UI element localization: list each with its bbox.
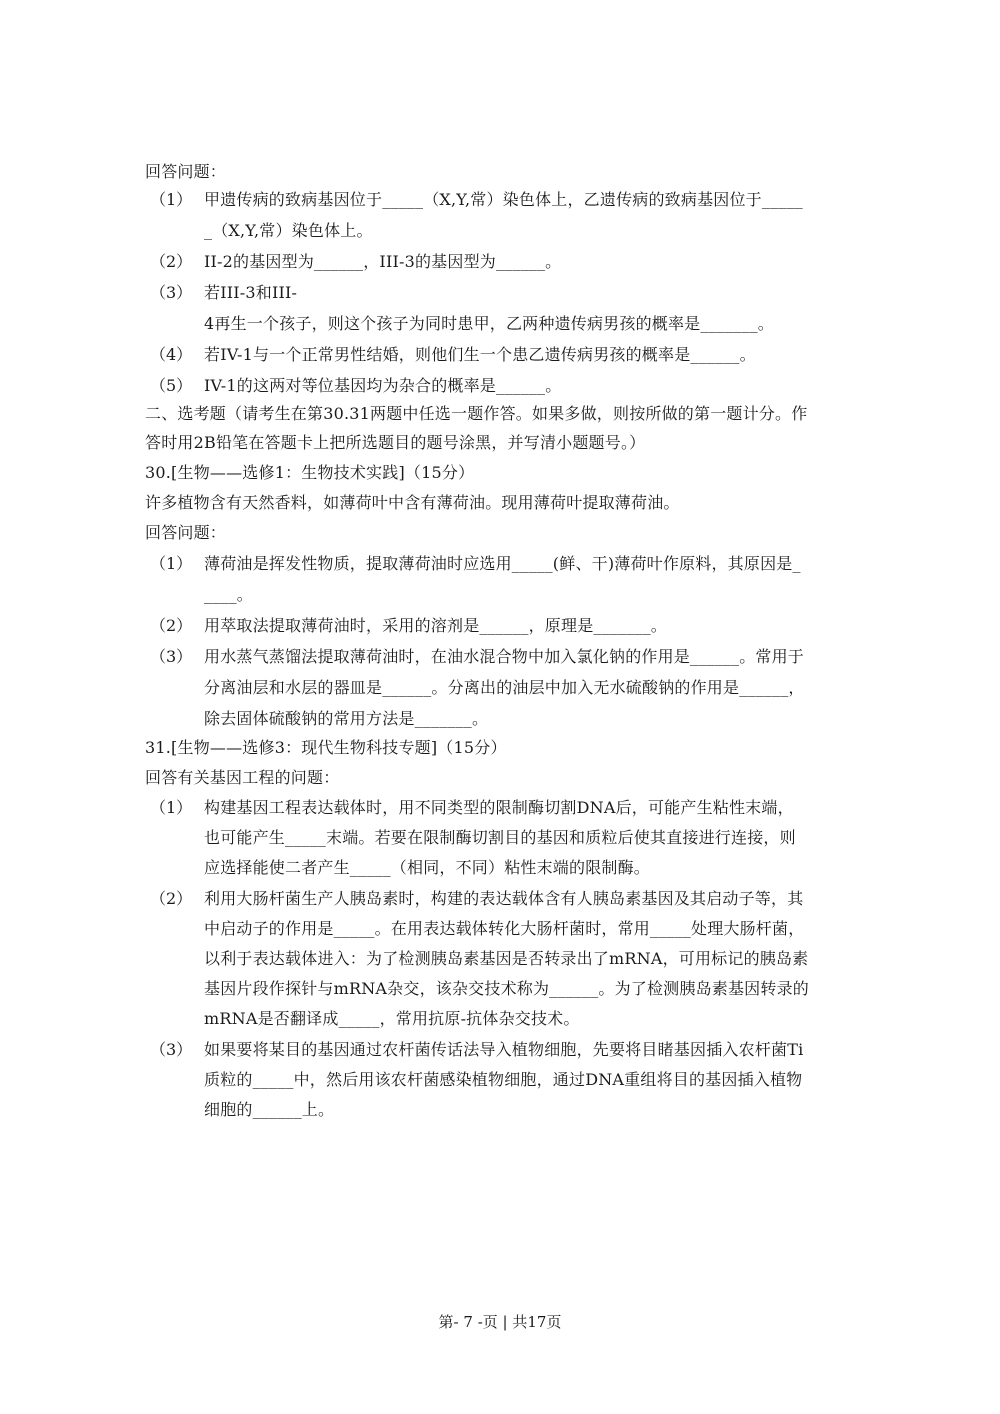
q30-stem: 许多植物含有天然香料，如薄荷叶中含有薄荷油。现用薄荷叶提取薄荷油。 — [145, 493, 680, 512]
q31-q2-line1: 利用大肠杆菌生产人胰岛素时，构建的表达载体含有人胰岛素基因及其启动子等，其 — [204, 889, 804, 908]
q30-title: 30.[生物——选修1：生物技术实践]（15分） — [145, 463, 475, 482]
q31-title: 31.[生物——选修3：现代生物科技专题]（15分） — [145, 738, 507, 757]
q31-q2-line5: mRNA是否翻译成_____，常用抗原-抗体杂交技术。 — [204, 1009, 580, 1028]
q30-q3-line1: 用水蒸气蒸馏法提取薄荷油时，在油水混合物中加入氯化钠的作用是______。常用于 — [204, 647, 805, 666]
part1-q4-number: （4） — [150, 345, 193, 364]
part1-q1-line1: 甲遗传病的致病基因位于_____（X,Y,常）染色体上，乙遗传病的致病基因位于_____ — [204, 190, 803, 209]
q31-q2-number: （2） — [150, 889, 193, 908]
q30-q3-line3: 除去固体硫酸钠的常用方法是_______。 — [204, 709, 489, 728]
q30-heading: 回答问题： — [145, 523, 227, 542]
part1-q1-line2: _（X,Y,常）染色体上。 — [204, 221, 373, 240]
part1-q1-number: （1） — [150, 190, 193, 209]
q31-q1-line1: 构建基因工程表达载体时，用不同类型的限制酶切割DNA后，可能产生粘性末端， — [204, 798, 794, 817]
part1-q3-number: （3） — [150, 283, 193, 302]
part1-q3-line2: 4再生一个孩子，则这个孩子为同时患甲，乙两种遗传病男孩的概率是_______。 — [204, 314, 774, 333]
q31-q1-line3: 应选择能使二者产生_____（相同，不同）粘性末端的限制酶。 — [204, 858, 651, 877]
q31-q3-line1: 如果要将某目的基因通过农杆菌传话法导入植物细胞，先要将目睹基因插入农杆菌Ti — [204, 1040, 804, 1059]
q30-q2-line1: 用萃取法提取薄荷油时，采用的溶剂是______，原理是_______。 — [204, 616, 668, 635]
part1-q5-line1: IV-1的这两对等位基因均为杂合的概率是______。 — [204, 376, 562, 395]
q30-q2-number: （2） — [150, 616, 193, 635]
q31-q1-line2: 也可能产生_____末端。若要在限制酶切割目的基因和质粒后使其直接进行连接，则 — [204, 828, 796, 847]
q30-q1-line1: 薄荷油是挥发性物质，提取薄荷油时应选用_____(鲜、干)薄荷叶作原料，其原因是_ — [204, 554, 801, 573]
q31-q3-line2: 质粒的_____中，然后用该农杆菌感染植物细胞，通过DNA重组将目的基因插入植物 — [204, 1070, 803, 1089]
part1-heading: 回答问题： — [145, 162, 227, 181]
q30-q1-number: （1） — [150, 554, 193, 573]
q31-q2-line2: 中启动子的作用是_____。在用表达载体转化大肠杆菌时，常用_____处理大肠杆菌， — [204, 919, 805, 938]
q31-q1-number: （1） — [150, 798, 193, 817]
section2-intro-line2: 答时用2B铅笔在答题卡上把所选题目的题号涂黑，并写清小题题号。） — [145, 433, 646, 452]
section2-intro-line1: 二、选考题（请考生在第30.31两题中任选一题作答。如果多做，则按所做的第一题计分。作 — [145, 404, 808, 423]
q31-q2-line4: 基因片段作探针与mRNA杂交，该杂交技术称为______。为了检测胰岛素基因转录的 — [204, 979, 809, 998]
part1-q2-number: （2） — [150, 252, 193, 271]
q31-q2-line3: 以利于表达载体进入：为了检测胰岛素基因是否转录出了mRNA，可用标记的胰岛素 — [204, 949, 809, 968]
q30-q3-number: （3） — [150, 647, 193, 666]
part1-q4-line1: 若IV-1与一个正常男性结婚，则他们生一个患乙遗传病男孩的概率是______。 — [204, 345, 756, 364]
part1-q3-line1: 若III-3和III- — [204, 283, 298, 302]
part1-q2-line1: II-2的基因型为______，III-3的基因型为______。 — [204, 252, 562, 271]
q30-q3-line2: 分离油层和水层的器皿是______。分离出的油层中加入无水硫酸钠的作用是______， — [204, 678, 805, 697]
q31-q3-number: （3） — [150, 1040, 193, 1059]
part1-q5-number: （5） — [150, 376, 193, 395]
q31-heading: 回答有关基因工程的问题： — [145, 768, 340, 787]
q31-q3-line3: 细胞的______上。 — [204, 1100, 335, 1119]
q30-q1-line2: ____。 — [204, 585, 254, 604]
page-footer: 第- 7 -页 | 共17页 — [438, 1313, 562, 1331]
